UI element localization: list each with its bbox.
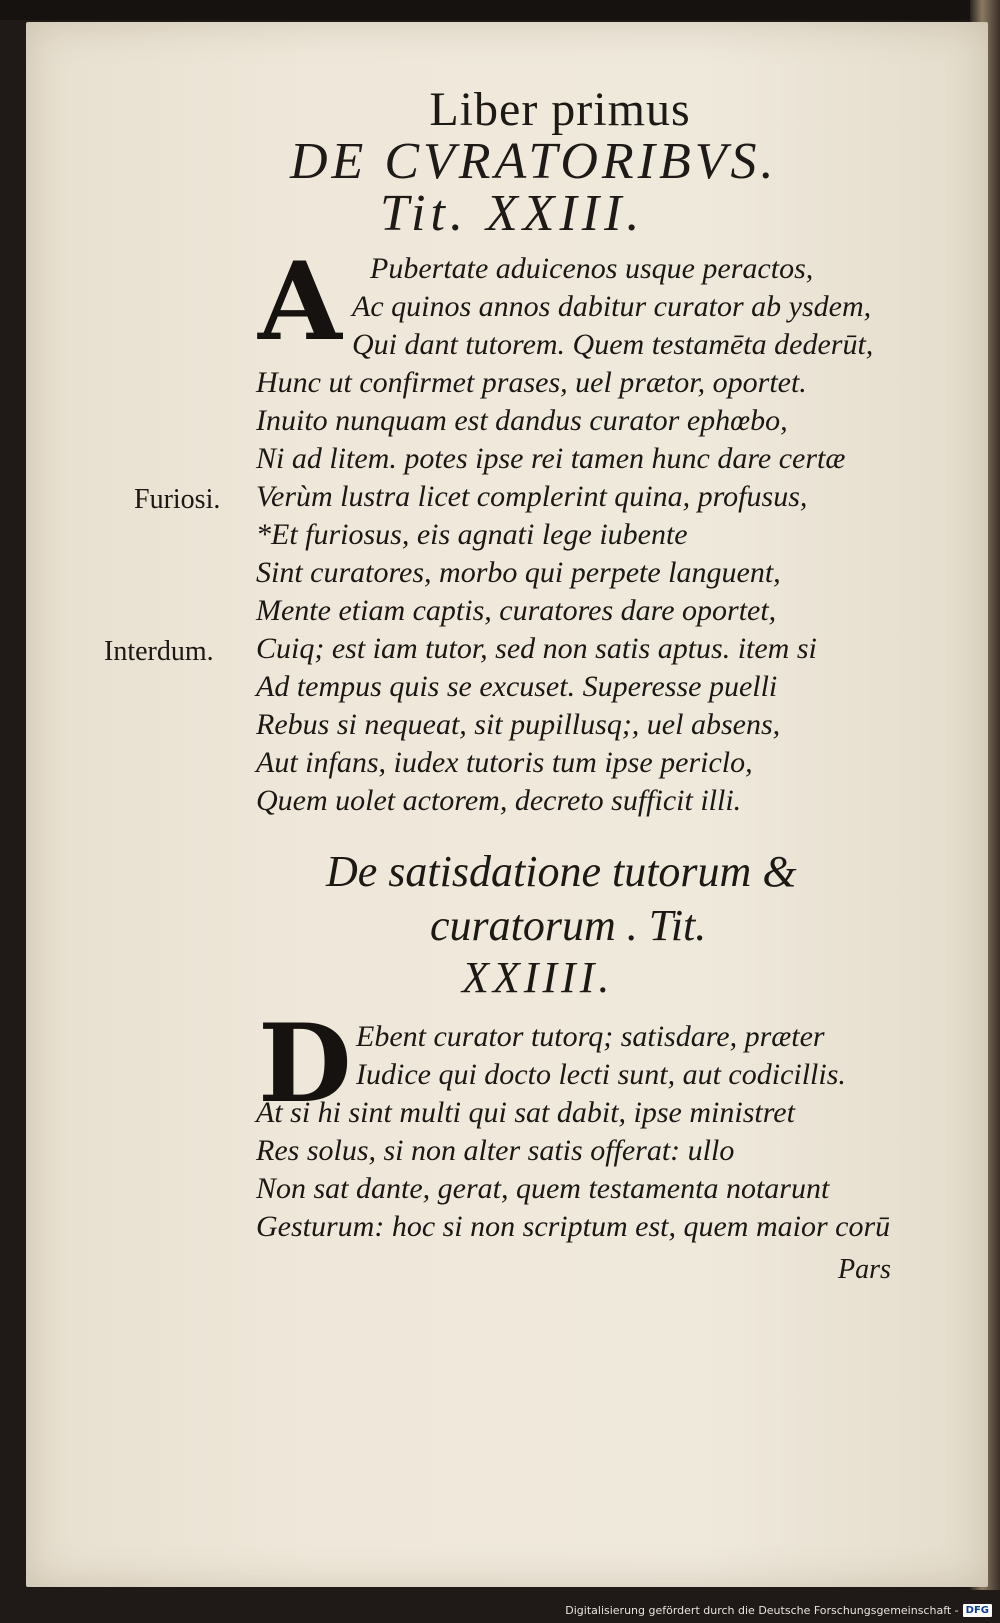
verse-line: Verùm lustra licet complerint quina, profusus,	[256, 480, 808, 513]
verse-line: Ebent curator tutorq; satisdare, præter	[356, 1020, 825, 1053]
top-dark-strip	[0, 0, 1000, 20]
verse-line: Res solus, si non alter satis offerat: ullo	[256, 1134, 735, 1167]
verse-line: Ac quinos annos dabitur curator ab ysdem,	[352, 290, 872, 323]
verse-line: Aut infans, iudex tutoris tum ipse periclo,	[256, 746, 753, 779]
verse-line: *Et furiosus, eis agnati lege iubente	[256, 518, 688, 551]
chapter-number: Tit. XXIII.	[380, 185, 645, 242]
margin-note-interdum: Interdum.	[104, 636, 214, 667]
verse-line: Quem uolet actorem, decreto sufficit illi.	[256, 784, 742, 817]
verse-line: Qui dant tutorem. Quem testamēta dederūt,	[352, 328, 874, 361]
verse-line: Gesturum: hoc si non scriptum est, quem maior corū	[256, 1210, 891, 1243]
dropcap-a: A	[258, 239, 342, 365]
chapter-title: DE CVRATORIBVS.	[290, 133, 778, 190]
verse-line: Rebus si nequeat, sit pupillusq;, uel absens,	[256, 708, 781, 741]
verse-line: At si hi sint multi qui sat dabit, ipse ministret	[256, 1096, 795, 1129]
verse-line: Hunc ut confirmet prases, uel prætor, oportet.	[256, 366, 807, 399]
section-title-line1: De satisdatione tutorum &	[326, 847, 797, 896]
verse-line: Mente etiam captis, curatores dare oportet,	[256, 594, 777, 627]
section-title-line2: curatorum . Tit.	[430, 901, 707, 950]
verse-line: Cuiq; est iam tutor, sed non satis aptus. item si	[256, 632, 817, 665]
verse-line: Non sat dante, gerat, quem testamenta notarunt	[256, 1172, 830, 1205]
running-head: Liber primus	[429, 83, 691, 136]
verse-line: Pubertate aduicenos usque peractos,	[370, 252, 814, 285]
verse-line: Ni ad litem. potes ipse rei tamen hunc dare certæ	[256, 442, 846, 475]
verse-line: Sint curatores, morbo qui perpete languent,	[256, 556, 781, 589]
footer-text: Digitalisierung gefördert durch die Deutsche Forschungsgemeinschaft -	[565, 1604, 959, 1617]
verse-line: Iudice qui docto lecti sunt, aut codicillis.	[356, 1058, 846, 1091]
section-number: XXIIII.	[462, 953, 614, 1002]
digitization-footer	[565, 1604, 992, 1617]
margin-note-furiosi: Furiosi.	[134, 484, 221, 515]
verse-line: Inuito nunquam est dandus curator ephœbo,	[256, 404, 788, 437]
verse-line: Ad tempus quis se excuset. Superesse puelli	[256, 670, 778, 703]
dropcap-d: D	[258, 1001, 352, 1127]
catchword: Pars	[838, 1254, 891, 1285]
bleed-through-text	[806, 82, 1000, 1282]
dfg-logo-icon: DFG	[963, 1604, 992, 1617]
